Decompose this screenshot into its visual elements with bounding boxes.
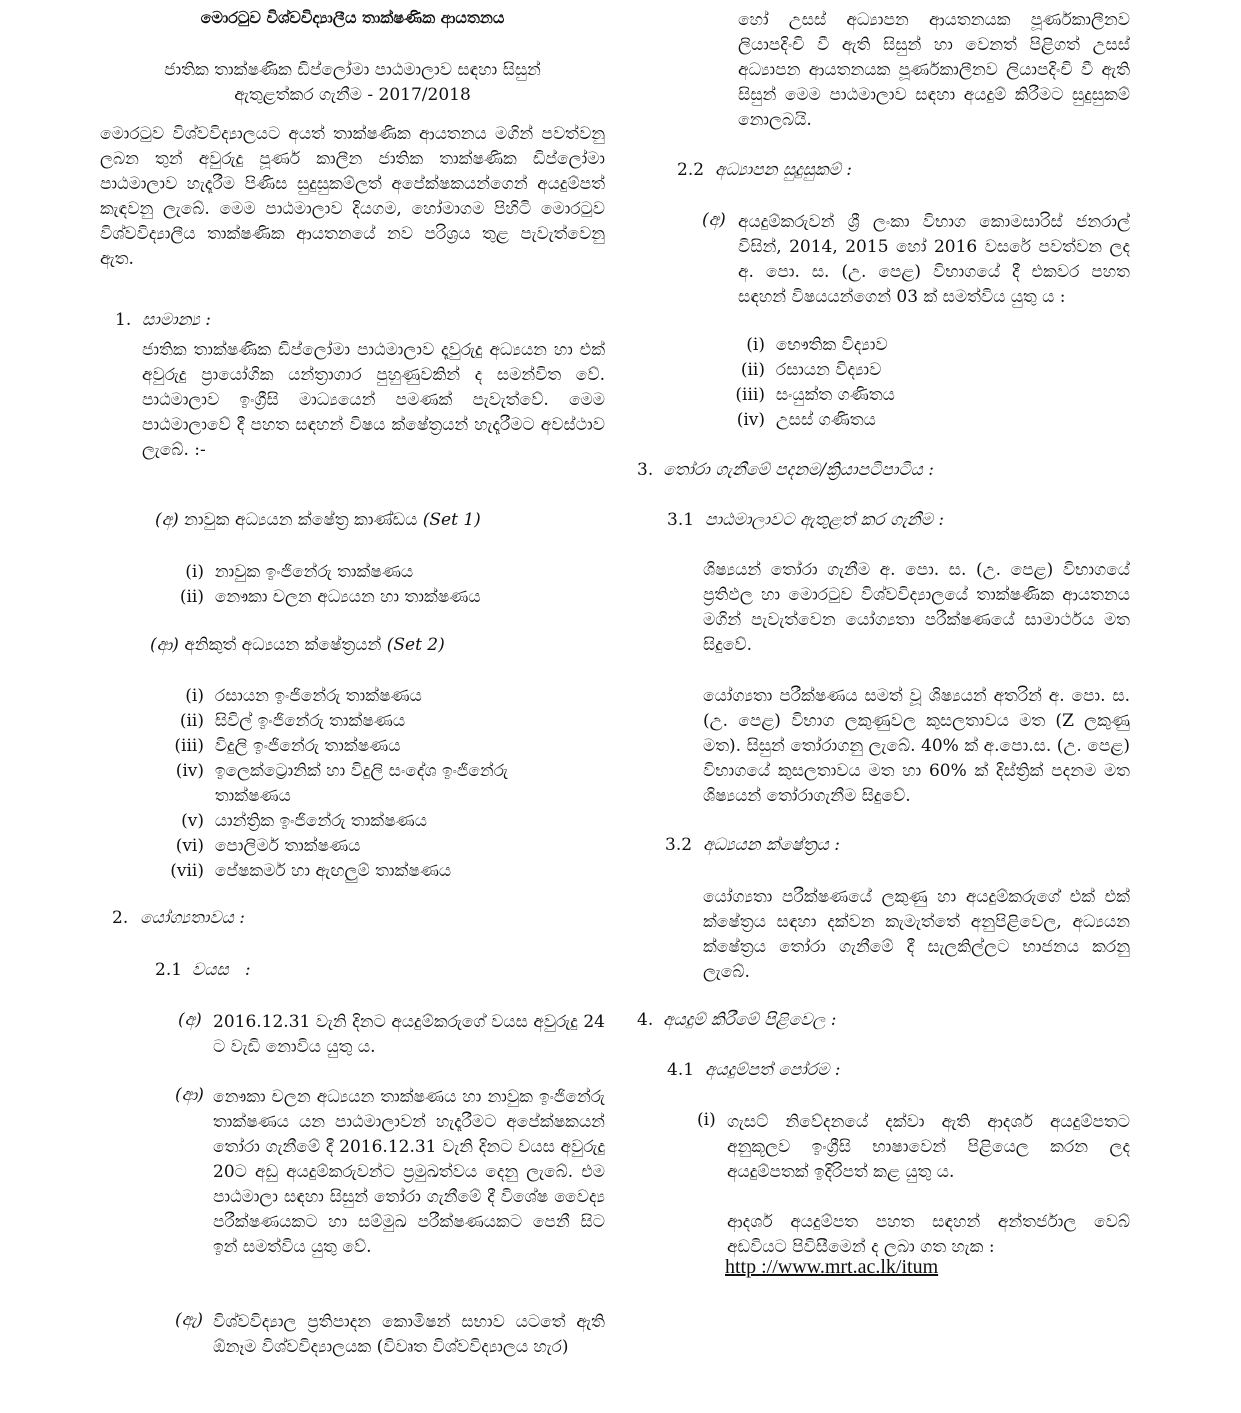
set1-marker: (අ) (155, 510, 179, 530)
section-4-1-paragraph: ආදර්ශ අයදුම්පත පහත සඳහන් අන්තර්ජාල වෙබ් අඩවියට පිවිසීමෙන් ද ලබා ගත හැක : (727, 1212, 1130, 1257)
set2-marker: (ආ) (150, 635, 179, 655)
section-4-number: 4. (637, 1010, 654, 1030)
subjects-list (733, 333, 895, 433)
list-item: (ii) රසායන විද්‍යාව (740, 360, 882, 380)
list-item: (i) රසායන ඉංජිනේරු තාක්ෂණය (185, 686, 422, 706)
list-item: (v) යාන්ත්‍රික ඉංජිනේරු තාක්ෂණය (181, 811, 427, 831)
section-3-number: 3. (637, 460, 654, 480)
section-1-number: 1. (115, 310, 132, 330)
list-item: (vii) පේෂකර්ම හා ඇඟලුම් තාක්ෂණය (170, 861, 452, 881)
intro-paragraph: මොරටුව විශ්වවිද්‍යාලයට අයත් තාක්ෂණික ආයතනය මගින් පවත්වනු ලබන තුන් අවුරුදු පූර්ණ කාලීන ජාතික තාක්ෂණික ඩිප්ලෝමා පාඨමාලාව හැදෑරීම පිණිස සුදුසුකම්ලත් අපේක්ෂකයන්ගෙන් අයදුම්පත් කැඳවනු ලැබේ. මෙම පාඨමාලාව දියගම, හෝමාගම පිහිටි මොරටුව විශ්වවිද්‍යාලීය තාක්ෂණික ආයතනයේ නව පරිශ්‍රය තුළ පැවැත්වෙනු ඇත. (100, 124, 605, 269)
section-2-number: 2. (112, 908, 129, 928)
set2-heading (150, 635, 445, 655)
item-a-marker: (අ) (178, 1010, 202, 1030)
section-3-1-title: පාඨමාලාවට ඇතුළත් කර ගැනීම : (705, 510, 945, 530)
section-3-1-paragraph-1: ශිෂ්‍යයන් තෝරා ගැනීම අ. පො. ස. (උ. පෙළ) විභාගයේ ප්‍රතිඵල හා මොරටුව විශ්වවිද්‍යාලයේ තාක්ෂණික ආයතනය මගින් පැවැත්වෙන යෝග්‍යතා පරීක්ෂණයේ සාමාර්ථය මත සිදුවේ. (703, 560, 1130, 655)
list-item: (i) නාවුක ඉංජිනේරු තාක්ෂණය (185, 562, 414, 582)
list-item: (ii) නෞකා චලන අධ්‍යයන හා තාක්ෂණය (179, 587, 481, 607)
section-3-2-title: අධ්‍යයන ක්ෂේත්‍රය : (703, 835, 840, 855)
section-2-title: යෝග්‍යතාවය : (140, 908, 245, 928)
item-41i-text: ගැසට් නිවේදනයේ දක්වා ඇති ආදර්ශ අයදුම්පතට අනුකූලව ඉංග්‍රීසි භාෂාවෙන් පිළියෙල කරන ලද අයදුම්පතක් ඉදිරිපත් කළ යුතු ය. (727, 1112, 1130, 1182)
set2-list (168, 684, 508, 884)
section-2-1-title: වයස : (192, 960, 251, 980)
list-item: තාක්ෂණය (214, 786, 291, 806)
list-item: (iii) සංයුක්ත ගණිතය (735, 385, 895, 405)
item-ae-continuation: හෝ උසස් අධ්‍යාපන ආයතනයක පූර්ණකාලීනව ලියාපදිංචි වී ඇති සිසුන් හා වෙනත් පිළිගත් උසස් අධ්‍යාපන ආයතනයක පූර්ණකාලීනව ලියාපදිංචි වී ඇති සිසුන් මෙම පාඨමාලාව සඳහා අයදුම් කිරීමට සුදුසුකම් නොලබයි. (738, 10, 1130, 130)
item-41i-marker: (i) (697, 1110, 716, 1130)
item-aa-text: නෞකා චලන අධ්‍යයන තාක්ෂණය හා නාවුක ඉංජිනේරු තාක්ෂණය යන පාඨමාලාවන් හැදෑරීමට අපේක්ෂකයන් තෝරා ගැනීමේ දී 2016.12.31 වැනි දිනට වයස අවුරුදු 20ට අඩු අයදුම්කරුවන්ට ප්‍රමුඛත්වය දෙනු ලැබේ. එම පාඨමාලා සඳහා සිසුන් තෝරා ගැනීමේ දී විශේෂ වෛද්‍ය පරීක්ෂණයකට හා සම්මුඛ පරීක්ෂණයකට පෙනී සිට ඉන් සමත්විය යුතු වේ. (213, 1087, 605, 1257)
item-ae-marker: (ඇ) (175, 1310, 204, 1330)
item-a-text: 2016.12.31 වැනි දිනට අයදුම්කරුගේ වයස අවුරුදු 24 ට වැඩි නොවිය යුතු ය. (213, 1012, 605, 1057)
section-3-2-number: 3.2 (665, 835, 693, 855)
section-3-1-number: 3.1 (667, 510, 695, 530)
section-2-1-number: 2.1 (155, 960, 183, 980)
section-3-2-paragraph: යෝග්‍යතා පරීක්ෂණයේ ලකුණු හා අයදුම්කරුගේ එක් එක් ක්ෂේත්‍රය සඳහා දක්වන කැමැත්තේ අනුපිළිවෙල, අධ්‍යයන ක්ෂේත්‍රය තෝරා ගැනීමේ දී සැලකිල්ලට භාජනය කරනු ලැබේ. (703, 887, 1130, 982)
set1-heading (155, 510, 481, 530)
list-item: (iv) ඉලෙක්ට්‍රොනික් හා විදුලි සංදේශ ඉංජිනේරු (175, 761, 509, 781)
application-form-link[interactable]: http ://www.mrt.ac.lk/itum (725, 1256, 939, 1278)
section-2-2-title: අධ්‍යාපන සුදුසුකම් : (715, 160, 852, 180)
item-aa-marker: (ආ) (175, 1085, 204, 1105)
section-4-title: අයදුම් කිරීමේ පිළිවෙල : (663, 1010, 837, 1030)
set1-list (172, 560, 481, 610)
set1-tag: (Set 1) (422, 510, 481, 530)
document-subtitle-line1: ජාතික තාක්ෂණික ඩිප්ලෝමා පාඨමාලාව සඳහා සිසුන් (164, 60, 541, 80)
item-ae-text: විශ්වවිද්‍යාල ප්‍රතිපාදන කොමිෂන් සභාව යටතේ ඇති ඕනෑම විශ්වවිද්‍යාලයක (විවෘත විශ්වවිද්‍යාලය හැර) (213, 1312, 605, 1357)
set2-tag: (Set 2) (386, 635, 445, 655)
section-3-1-paragraph-2: යෝග්‍යතා පරීක්ෂණය සමත් වූ ශිෂ්‍යයන් අතරින් අ. පො. ස. (උ. පෙළ) විභාග ලකුණුවල කුසලතාවය මත (Z ලකුණු මත). සිසුන් තෝරාගනු ලැබේ. 40% ක් අ.පො.ස. (උ. පෙළ) විභාගයේ කුසලතාවය මත හා 60% ක් දිස්ත්‍රික් පදනම මත ශිෂ්‍යයන් තෝරාගැනීම සිදුවේ. (703, 686, 1130, 806)
section-1-paragraph: ජාතික තාක්ෂණික ඩිප්ලෝමා පාඨමාලාව දෑවුරුදු අධ්‍යයන හා එක් අවුරුදු ප්‍රායෝගික යන්ත්‍රාගාර පුහුණුවකින් ද සමන්විත වේ. පාඨමාලාව ඉංග්‍රීසි මාධ්‍යයෙන් පමණක් පැවැත්වේ. මෙම පාඨමාලාවේ දී පහත සඳහන් විෂය ක්ෂේත්‍රයන් හැදෑරීමට අවස්ථාව ලැබේ. :- (142, 340, 605, 460)
section-4-1-number: 4.1 (667, 1060, 695, 1080)
list-item: (vi) පොලිමර් තාක්ෂණය (175, 836, 361, 856)
section-3-title: තෝරා ගැනීමේ පදනම/ක්‍රියාපටිපාටිය : (663, 460, 934, 480)
item-22a-text: අයදුම්කරුවන් ශ්‍රී ලංකා විභාග කොමසාරිස් ජනරාල් විසින්, 2014, 2015 හෝ 2016 වසරේ පවත්වන ලද අ. පො. ස. (උ. පෙළ) විභාගයේ දී එකවර පහත සඳහන් විෂයයන්ගෙන් 03 ක් සමත්විය යුතු ය : (738, 212, 1130, 307)
set1-label: නාවුක අධ්‍යයන ක්ෂේත්‍ර කාණ්ඩය (184, 510, 418, 530)
document-title: මොරටුව විශ්වවිද්‍යාලීය තාක්ෂණික ආයතනය (200, 8, 505, 27)
set2-label: අනිකුත් අධ්‍යයන ක්ෂේත්‍රයන් (184, 635, 382, 655)
list-item: (i) භෞතික විද්‍යාව (746, 335, 888, 355)
section-4-1-title: අයදුම්පත් පෝරම : (705, 1060, 841, 1080)
section-2-2-number: 2.2 (677, 160, 705, 180)
list-item: (iii) විදුලි ඉංජිනේරු තාක්ෂණය (174, 736, 401, 756)
list-item: (ii) සිවිල් ඉංජිනේරු තාක්ෂණය (179, 711, 406, 731)
section-1-title: සාමාන්‍ය : (142, 310, 212, 330)
item-22a-marker: (අ) (702, 210, 726, 230)
document-subtitle-line2: ඇතුළත්කර ගැනීම - 2017/2018 (234, 85, 471, 105)
list-item: (iv) උසස් ගණිතය (736, 410, 876, 430)
